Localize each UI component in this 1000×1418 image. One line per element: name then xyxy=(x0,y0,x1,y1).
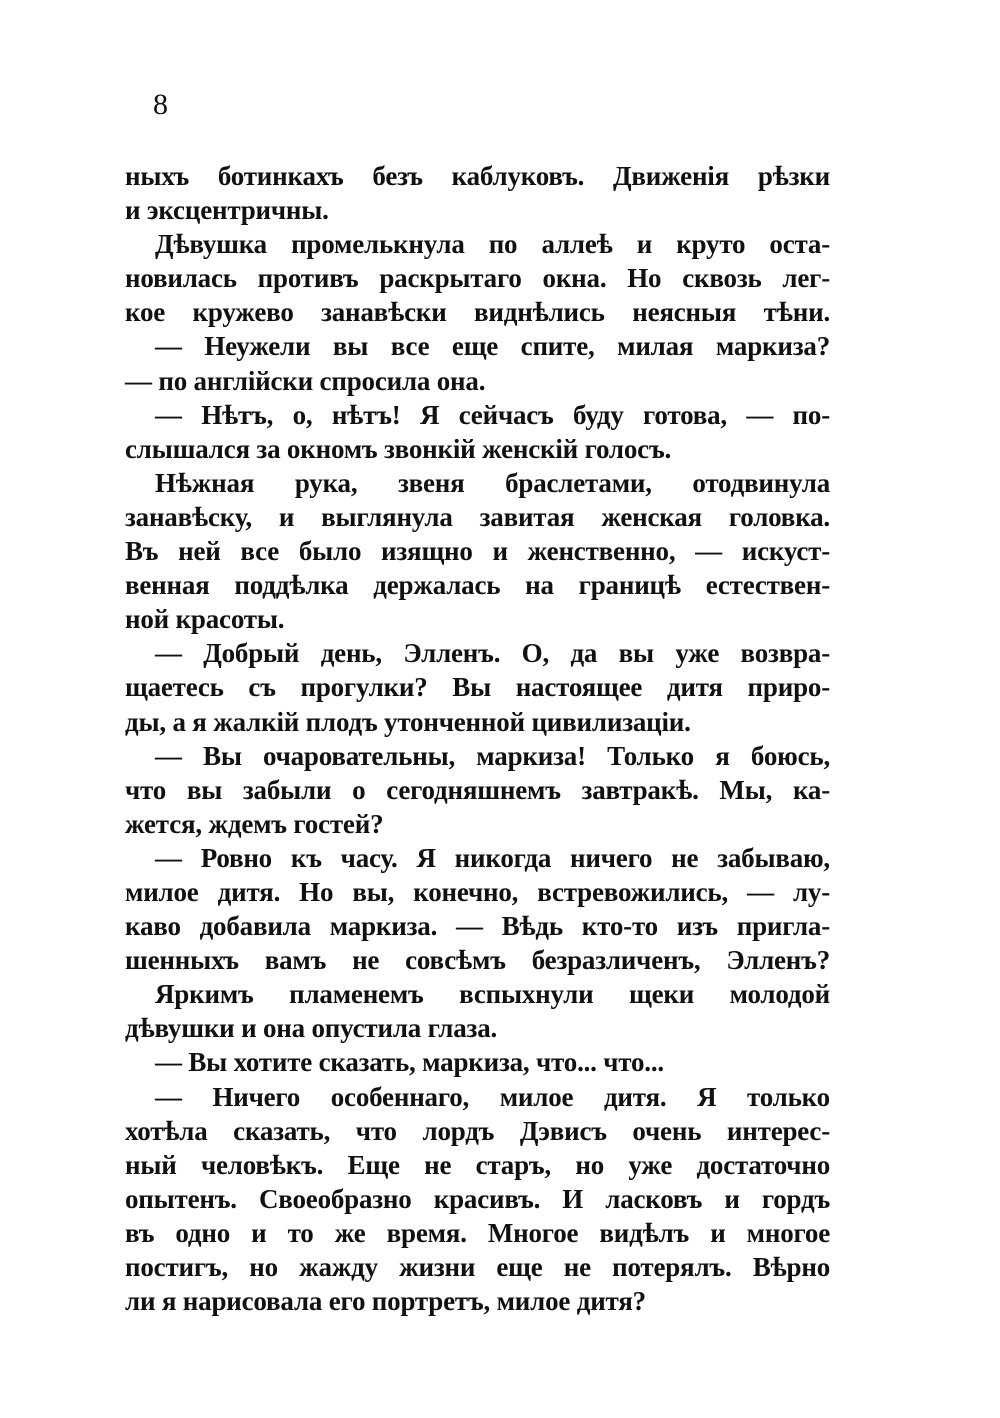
text-line: въ одно и то же время. Многое видѣлъ и многое xyxy=(125,1217,830,1248)
text-line: — Нѣтъ, о, нѣтъ! Я сейчасъ буду готова, — по- xyxy=(155,399,830,430)
text-line: занавѣску, и выглянула завитая женская головка. xyxy=(125,501,830,532)
text-line: каво добавила маркиза. — Вѣдь кто-то изъ пригла- xyxy=(125,911,830,942)
text-line: милое дитя. Но вы, конечно, встревожились, — лу- xyxy=(125,876,830,907)
page-number: 8 xyxy=(153,88,168,121)
text-line: Яркимъ пламенемъ вспыхнули щеки молодой xyxy=(155,979,830,1010)
text-line: ныхъ ботинкахъ безъ каблуковъ. Движенія рѣзки xyxy=(125,161,830,191)
text-line: — Неужели вы все еще спите, милая маркиза? xyxy=(155,331,830,362)
text-line: и эксцентричны. xyxy=(125,195,329,226)
text-line: жется, ждемъ гостей? xyxy=(125,808,384,839)
text-line: новилась противъ раскрытаго окна. Но сквозь лег- xyxy=(125,263,830,294)
text-line: — Добрый день, Элленъ. О, да вы уже возвра- xyxy=(155,638,830,669)
text-line: — Вы хотите сказать, маркиза, что... что... xyxy=(155,1047,664,1078)
text-line: — Ровно къ часу. Я никогда ничего не забываю, xyxy=(155,842,830,873)
text-line: ли я нарисовала его портретъ, милое дитя? xyxy=(125,1286,646,1317)
text-line: кое кружево занавѣски виднѣлись неясныя тѣни. xyxy=(125,297,830,328)
text-line: — по англійски спросила она. xyxy=(125,365,486,396)
text-line: слышался за окномъ звонкій женскій голосъ. xyxy=(125,433,672,464)
text-line: постигъ, но жажду жизни еще не потерялъ. Вѣрно xyxy=(125,1252,830,1282)
text-line: что вы забыли о сегодняшнемъ завтракѣ. Мы, ка- xyxy=(125,774,830,805)
text-line: хотѣла сказать, что лордъ Дэвисъ очень интерес- xyxy=(125,1115,830,1146)
body-text xyxy=(125,159,830,1318)
text-line: венная поддѣлка держалась на границѣ естествен- xyxy=(125,570,830,601)
text-line: шенныхъ вамъ не совсѣмъ безразличенъ, Элленъ? xyxy=(125,945,830,976)
text-line: опытенъ. Своеобразно красивъ. И ласковъ и гордъ xyxy=(125,1183,830,1214)
text-line: — Вы очаровательны, маркиза! Только я боюсь, xyxy=(155,740,830,771)
text-line: щаетесь съ прогулки? Вы настоящее дитя приро- xyxy=(125,672,830,703)
text-line: ды, а я жалкій плодъ утонченной цивилизаціи. xyxy=(125,706,691,737)
text-line: ной красоты. xyxy=(125,604,285,635)
text-line: ный человѣкъ. Еще не старъ, но уже достаточно xyxy=(125,1149,830,1180)
text-line: Нѣжная рука, звеня браслетами, отодвинула xyxy=(155,467,830,498)
text-line: Дѣвушка промелькнула по аллеѣ и круто оста- xyxy=(155,229,830,260)
text-line: — Ничего особеннаго, милое дитя. Я только xyxy=(155,1081,830,1112)
text-line: дѣвушки и она опустила глаза. xyxy=(125,1013,498,1044)
text-line: Въ ней все было изящно и женственно, — искуст- xyxy=(125,536,830,567)
